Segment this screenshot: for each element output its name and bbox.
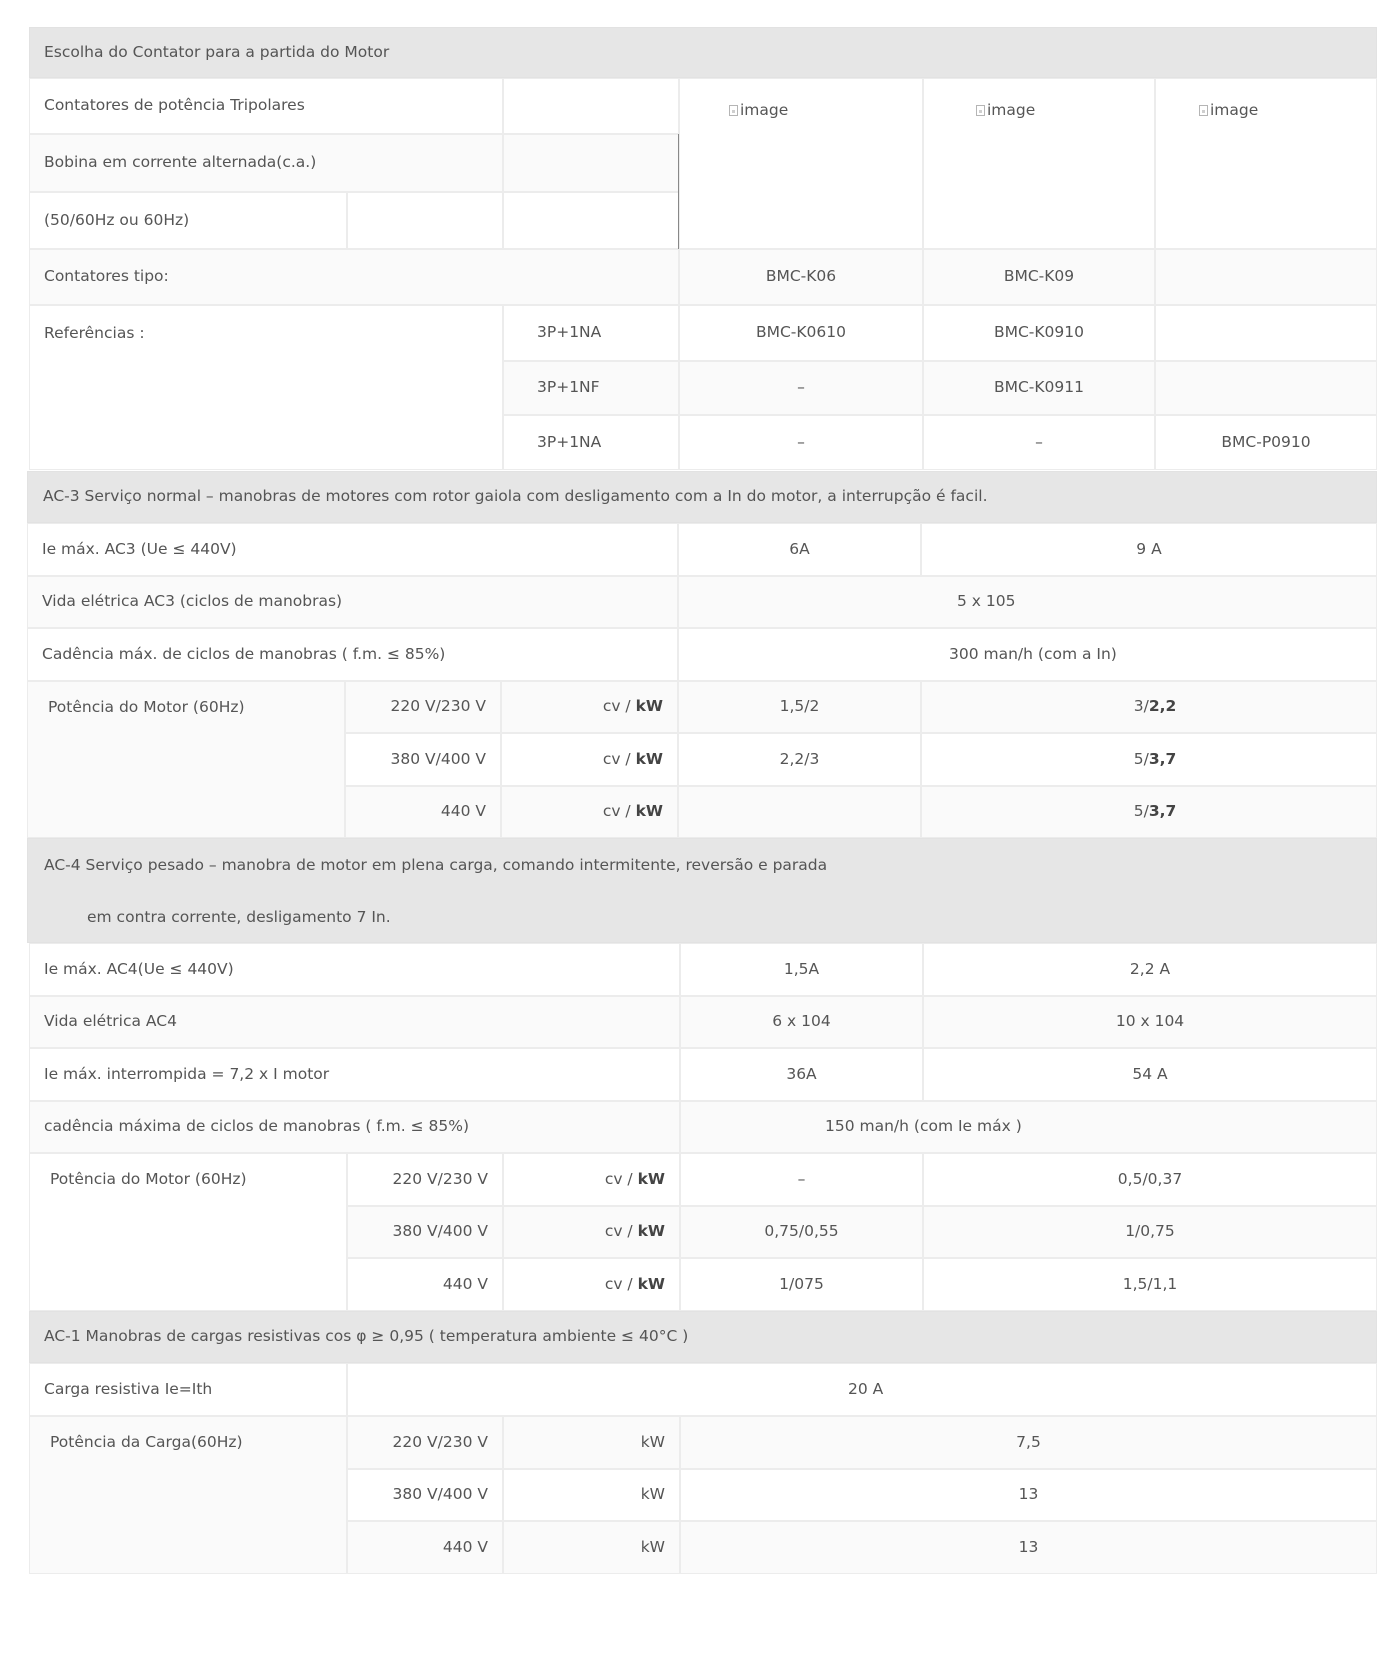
ac3-vida-label: Vida elétrica AC3 (ciclos de manobras) (27, 576, 678, 628)
empty-cell (503, 78, 679, 134)
table-title: Escolha do Contator para a partida do Motor (29, 27, 1377, 78)
ac1-value: 13 (680, 1521, 1377, 1574)
ref-label: Referências : (29, 305, 503, 470)
ac4-k09: 0,5/0,37 (923, 1153, 1377, 1206)
ref-k06: BMC-K0610 (679, 305, 923, 361)
ac4-voltage: 220 V/230 V (347, 1153, 503, 1206)
ac3-header: AC-3 Serviço normal – manobras de motores com rotor gaiola com desligamento com a In do motor, a interrupção é facil. (27, 471, 1377, 523)
ac3-k09: 3/ 2,2 (921, 681, 1377, 733)
ac1-voltage: 380 V/400 V (347, 1469, 503, 1521)
row-tripolar-label: Contatores de potência Tripolares (29, 78, 503, 134)
image-alt-text: image (1210, 101, 1259, 119)
ac4-ie-k09: 2,2 A (923, 943, 1377, 996)
ref-p (1155, 305, 1377, 361)
contactor-image-k06 (679, 78, 923, 249)
ac3-ie-k09: 9 A (921, 523, 1377, 576)
ac4-unit: cv / kW (503, 1153, 680, 1206)
ac3-voltage: 220 V/230 V (345, 681, 501, 733)
ac3-voltage: 440 V (345, 786, 501, 838)
ac3-ie-k06: 6A (678, 523, 921, 576)
contactor-image-p (1155, 78, 1377, 249)
ac4-k06: – (680, 1153, 923, 1206)
ac4-k06: 1/075 (680, 1258, 923, 1311)
ac3-cadencia-value: 300 man/h (com a In) (678, 628, 1377, 681)
ref-p: BMC-P0910 (1155, 415, 1377, 470)
ac3-ie-label: Ie máx. AC3 (Ue ≤ 440V) (27, 523, 678, 576)
ac3-k06: 1,5/2 (678, 681, 921, 733)
ref-k06: – (679, 361, 923, 415)
row-freq-label: (50/60Hz ou 60Hz) (29, 192, 347, 249)
ref-k09: BMC-K0911 (923, 361, 1155, 415)
ref-k09: – (923, 415, 1155, 470)
ac4-ie-label: Ie máx. AC4(Ue ≤ 440V) (29, 943, 680, 996)
ac4-ie-k06: 1,5A (680, 943, 923, 996)
ac1-unit: kW (503, 1469, 680, 1521)
ac3-vida-value: 5 x 105 (678, 576, 1377, 628)
empty-cell (347, 192, 503, 249)
ac1-carga-label: Carga resistiva Ie=Ith (29, 1363, 347, 1416)
broken-image-icon (1199, 105, 1208, 116)
ac3-potencia-label: Potência do Motor (60Hz) (27, 681, 345, 838)
tipo-k09: BMC-K09 (923, 249, 1155, 305)
ac4-k09: 1/0,75 (923, 1206, 1377, 1258)
tipo-k06: BMC-K06 (679, 249, 923, 305)
ac4-vida-k09: 10 x 104 (923, 996, 1377, 1048)
ac1-carga-value: 20 A (347, 1363, 1377, 1416)
ac3-k06: 2,2/3 (678, 733, 921, 786)
ac1-voltage: 220 V/230 V (347, 1416, 503, 1469)
ac1-potencia-label: Potência da Carga(60Hz) (29, 1416, 347, 1574)
ac1-voltage: 440 V (347, 1521, 503, 1574)
row-bobina-label: Bobina em corrente alternada(c.a.) (29, 134, 503, 192)
ac4-vida-k06: 6 x 104 (680, 996, 923, 1048)
ac4-header-line2: em contra corrente, desligamento 7 In. (87, 907, 391, 926)
ac3-voltage: 380 V/400 V (345, 733, 501, 786)
ref-k09: BMC-K0910 (923, 305, 1155, 361)
ac3-cadencia-label: Cadência máx. de ciclos de manobras ( f.m. ≤ 85%) (27, 628, 678, 681)
ac4-k09: 1,5/1,1 (923, 1258, 1377, 1311)
ac3-k06 (678, 786, 921, 838)
ac4-voltage: 440 V (347, 1258, 503, 1311)
ac4-header-line1: AC-4 Serviço pesado – manobra de motor em plena carga, comando intermitente, reversão e parada (44, 856, 828, 874)
ac4-interrompida-k09: 54 A (923, 1048, 1377, 1101)
ac4-voltage: 380 V/400 V (347, 1206, 503, 1258)
ac3-unit: cv / kW (501, 733, 678, 786)
ac3-k09: 5/ 3,7 (921, 786, 1377, 838)
ac1-value: 7,5 (680, 1416, 1377, 1469)
ac4-header (27, 838, 1377, 943)
ac1-unit: kW (503, 1416, 680, 1469)
ac1-header: AC-1 Manobras de cargas resistivas cos φ ≥ 0,95 ( temperatura ambiente ≤ 40°C ) (29, 1311, 1377, 1363)
ac1-value: 13 (680, 1469, 1377, 1521)
contactor-image-k09 (923, 78, 1155, 249)
ref-type: 3P+1NA (503, 305, 679, 361)
ref-type: 3P+1NF (503, 361, 679, 415)
ac1-unit: kW (503, 1521, 680, 1574)
ac4-interrompida-k06: 36A (680, 1048, 923, 1101)
broken-image-icon (729, 105, 738, 116)
ref-k06: – (679, 415, 923, 470)
empty-cell (503, 192, 679, 249)
broken-image-icon (976, 105, 985, 116)
ac3-unit: cv / kW (501, 786, 678, 838)
ac4-unit: cv / kW (503, 1258, 680, 1311)
ac3-k09: 5/ 3,7 (921, 733, 1377, 786)
ac4-potencia-label: Potência do Motor (60Hz) (29, 1153, 347, 1311)
ac4-interrompida-label: Ie máx. interrompida = 7,2 x I motor (29, 1048, 680, 1101)
ac3-unit: cv / kW (501, 681, 678, 733)
ac4-cadencia-value: 150 man/h (com Ie máx ) (680, 1101, 1377, 1153)
tipo-label: Contatores tipo: (29, 249, 679, 305)
ac4-vida-label: Vida elétrica AC4 (29, 996, 680, 1048)
tipo-p (1155, 249, 1377, 305)
ac4-unit: cv / kW (503, 1206, 680, 1258)
empty-cell (503, 134, 679, 192)
ref-type: 3P+1NA (503, 415, 679, 470)
image-alt-text: image (740, 101, 789, 119)
image-alt-text: image (987, 101, 1036, 119)
ac4-k06: 0,75/0,55 (680, 1206, 923, 1258)
ref-p (1155, 361, 1377, 415)
ac4-cadencia-label: cadência máxima de ciclos de manobras ( f.m. ≤ 85%) (29, 1101, 680, 1153)
divider (678, 134, 679, 249)
